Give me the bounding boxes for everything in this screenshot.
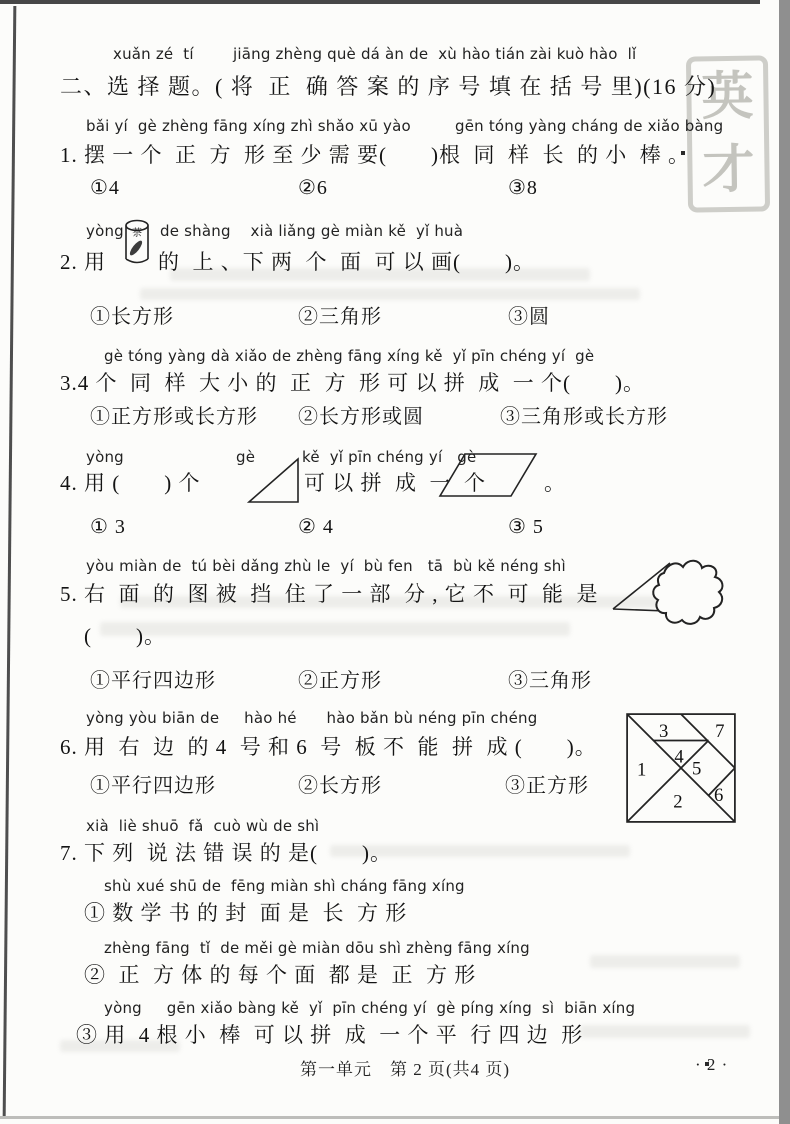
q5-option-2: ②正方形 — [298, 670, 382, 692]
q1-option-3: ③8 — [508, 177, 538, 199]
q7-sub2-pinyin: zhèng fāng tǐ de měi gè miàn dōu shì zhèng fāng xíng — [104, 939, 530, 957]
tangram-label-4: 4 — [674, 746, 684, 768]
q7-text: 7. 下 列 说 法 错 误 的 是( )。 — [60, 841, 392, 865]
q4-text-b: 可 以 拼 成 一 个 — [304, 471, 486, 495]
tea-character: 茶 — [132, 228, 142, 239]
q3-option-3: ③三角形或长方形 — [500, 406, 668, 428]
section-title: 二、选 择 题。( 将 正 确 答 案 的 序 号 填 在 括 号 里)(16 分) — [60, 74, 717, 99]
bleed-smudge — [140, 288, 640, 300]
scan-edge-bottom — [0, 1116, 779, 1119]
q2-pinyin-a: yòng — [86, 222, 124, 240]
tangram-label-3: 3 — [659, 721, 669, 743]
q2-text-pre: 2. 用 — [60, 250, 106, 274]
tangram-figure — [624, 713, 738, 823]
q3-text: 3.4 个 同 样 大 小 的 正 方 形 可 以 拼 成 一 个( )。 — [60, 371, 645, 395]
q4-text-c: 。 — [544, 471, 566, 495]
right-triangle-shape — [248, 456, 300, 504]
scan-edge-right — [779, 0, 790, 1124]
q2-pinyin-b: de shàng xià liǎng gè miàn kě yǐ huà — [160, 222, 464, 240]
header-pinyin-a: xuǎn zé tí — [113, 45, 194, 63]
stamp-char-top: 英 — [701, 68, 754, 126]
cloud-cover — [653, 561, 722, 624]
q1-pinyin-a: bǎi yí gè zhèng fāng xíng zhì shǎo xū yào — [86, 117, 411, 135]
q2-text-post: 的 上 、下 两 个 面 可 以 画( )。 — [158, 250, 535, 274]
tangram-label-7: 7 — [715, 721, 725, 743]
q5-option-3: ③三角形 — [508, 670, 592, 692]
parallelogram-shape — [438, 451, 540, 499]
tangram-label-1: 1 — [637, 759, 647, 781]
q7-sub3-pinyin: yòng gēn xiǎo bàng kě yǐ pīn chéng yí gè píng xíng sì biān xíng — [104, 999, 636, 1017]
q2-option-2: ②三角形 — [298, 306, 382, 328]
q7-sub3-text: ③ 用 4 根 小 棒 可 以 拼 成 一 个 平 行 四 边 形 — [76, 1023, 584, 1047]
q4-option-3: ③ 5 — [508, 516, 544, 538]
tangram-label-6: 6 — [714, 785, 724, 806]
stamp-char-bottom: 才 — [702, 141, 755, 199]
q5-pinyin: yòu miàn de tú bèi dǎng zhù le yí bù fen tā bù kě néng shì — [86, 557, 566, 575]
header-pinyin-b: jiāng zhèng què dá àn de xù hào tián zài kuò hào lǐ — [233, 45, 637, 63]
q6-option-1: ①平行四边形 — [90, 775, 216, 797]
q5-text: 5. 右 面 的 图 被 挡 住 了 一 部 分 , 它 不 可 能 是 — [60, 582, 599, 606]
tangram-label-5: 5 — [692, 758, 702, 780]
q1-option-2: ②6 — [298, 177, 328, 199]
q7-sub1-pinyin: shù xué shū de fēng miàn shì cháng fāng xíng — [104, 877, 465, 895]
q4-pinyin-a: yòng — [86, 448, 124, 466]
q4-option-2: ② 4 — [298, 516, 334, 538]
q1-text: 1. 摆 一 个 正 方 形 至 少 需 要( )根 同 样 长 的 小 棒 。 — [60, 143, 690, 167]
q7-sub1-text: ① 数 学 书 的 封 面 是 长 方 形 — [84, 901, 408, 925]
covered-shape-figure — [608, 551, 742, 633]
q7-sub2-text: ② 正 方 体 的 每 个 面 都 是 正 方 形 — [84, 963, 477, 987]
scan-edge-top — [0, 0, 760, 4]
scan-edge-left — [3, 6, 17, 1118]
q5-option-1: ①平行四边形 — [90, 670, 216, 692]
q4-pinyin-c: kě yǐ pīn chéng yí gè — [302, 448, 477, 466]
q1-pinyin-b: gēn tóng yàng cháng de xiǎo bàng — [455, 117, 724, 135]
q4-text-a: 4. 用 ( ) 个 — [60, 471, 201, 495]
q4-pinyin-b: gè — [236, 448, 256, 466]
q3-option-1: ①正方形或长方形 — [90, 406, 258, 428]
q5-text2: ( )。 — [84, 624, 166, 648]
q4-option-1: ① 3 — [90, 516, 126, 538]
q6-pinyin: yòng yòu biān de hào hé hào bǎn bù néng pīn chéng — [86, 709, 538, 727]
tangram-label-2: 2 — [673, 791, 683, 813]
q3-pinyin: gè tóng yàng dà xiǎo de zhèng fāng xíng kě yǐ pīn chéng yí gè — [104, 347, 595, 365]
bleed-smudge — [590, 955, 740, 968]
tea-canister-icon — [122, 219, 152, 265]
q1-option-1: ①4 — [90, 177, 120, 199]
q6-option-2: ②长方形 — [298, 775, 382, 797]
footer-unit-page: 第一单元 第 2 页(共4 页) — [300, 1060, 511, 1079]
q2-option-3: ③圆 — [508, 306, 550, 328]
q6-option-3: ③正方形 — [505, 775, 589, 797]
q7-pinyin: xià liè shuō fǎ cuò wù de shì — [86, 817, 320, 835]
bleed-smudge — [100, 622, 570, 636]
q2-option-1: ①长方形 — [90, 306, 174, 328]
q6-text: 6. 用 右 边 的 4 号 和 6 号 板 不 能 拼 成 ( )。 — [60, 735, 597, 759]
q3-option-2: ②长方形或圆 — [298, 406, 424, 428]
bleed-smudge — [580, 1025, 750, 1038]
footer-page-number: · 2 · — [695, 1055, 729, 1074]
